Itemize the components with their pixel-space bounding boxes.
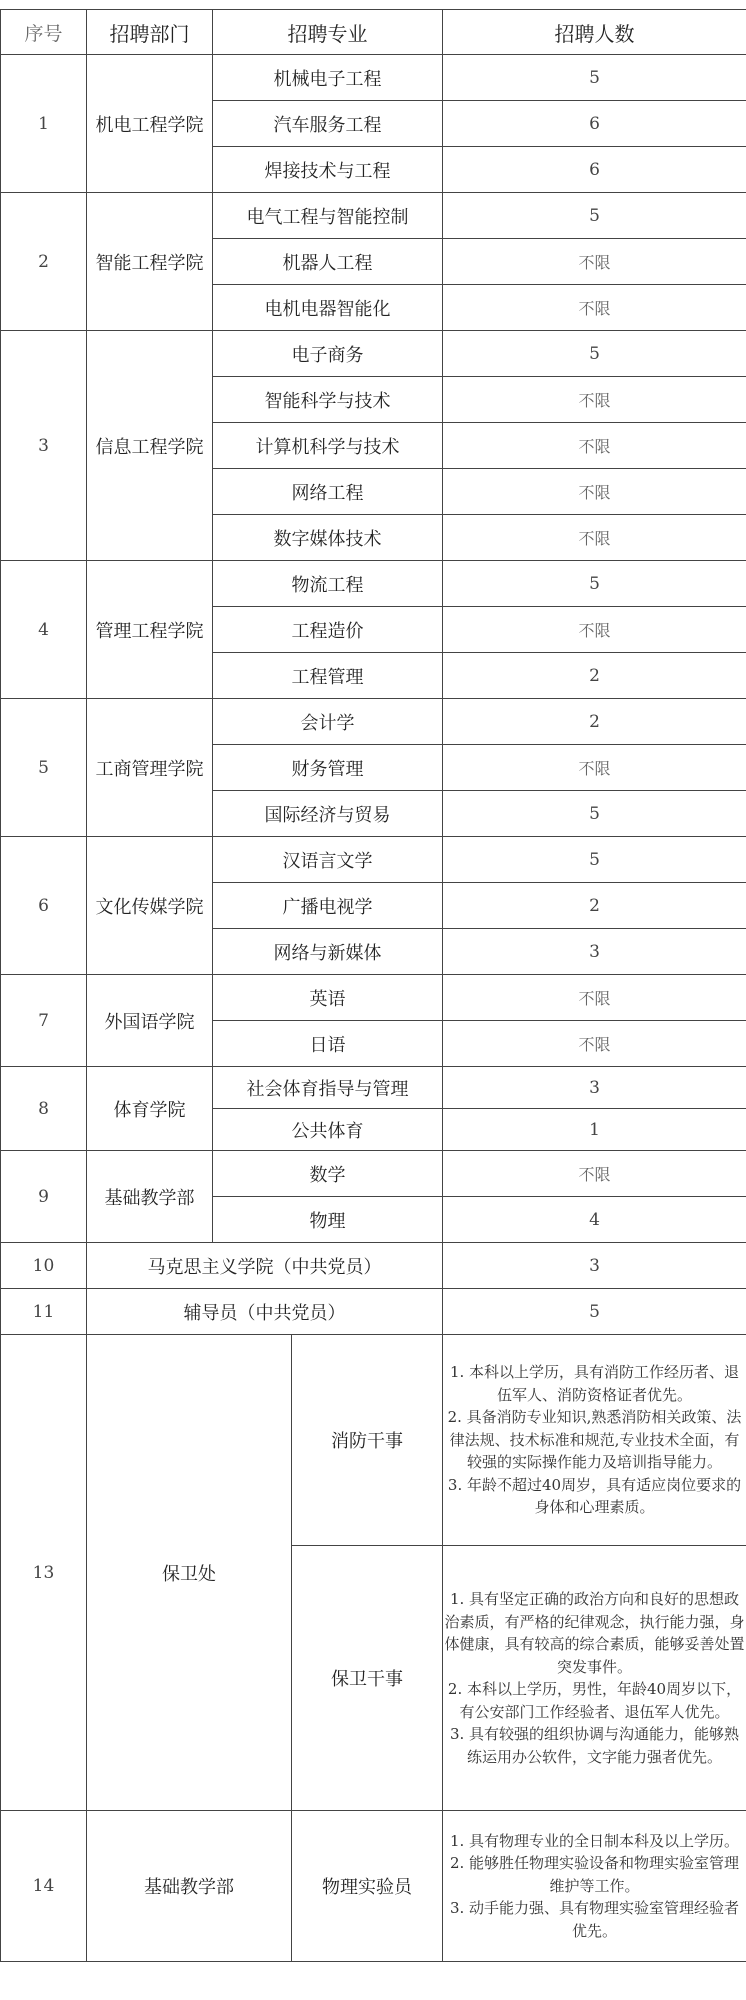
row-count: 5 <box>443 331 746 377</box>
row-major: 英语 <box>213 975 443 1021</box>
row-seq: 6 <box>1 837 87 975</box>
table-row <box>1 1335 746 1546</box>
row-count: 5 <box>443 1289 746 1335</box>
row-count: 不限 <box>443 469 746 515</box>
row-dept: 工商管理学院 <box>87 699 213 837</box>
table-row <box>1 1151 746 1197</box>
table-row <box>1 561 746 607</box>
table-row <box>1 1289 746 1335</box>
row-dept: 机电工程学院 <box>87 55 213 193</box>
requirement-item: 2. 本科以上学历，男性，年龄40周岁以下，有公安部门工作经验者、退伍军人优先。 <box>447 1680 742 1721</box>
row-major: 公共体育 <box>213 1109 443 1151</box>
row-dept: 保卫处 <box>87 1335 292 1811</box>
row-count: 不限 <box>443 239 746 285</box>
row-major: 日语 <box>213 1021 443 1067</box>
row-major: 电气工程与智能控制 <box>213 193 443 239</box>
row-major: 智能科学与技术 <box>213 377 443 423</box>
header-row <box>1 10 746 55</box>
row-count: 6 <box>443 101 746 147</box>
row-count: 3 <box>443 929 746 975</box>
requirement-item: 1. 具有物理专业的全日制本科及以上学历。 <box>449 1831 740 1850</box>
header-seq: 序号 <box>1 10 87 55</box>
row-major: 工程管理 <box>213 653 443 699</box>
row-major: 工程造价 <box>213 607 443 653</box>
row-seq: 10 <box>1 1243 87 1289</box>
row-dept: 基础教学部 <box>87 1151 213 1243</box>
row-count: 3 <box>443 1243 746 1289</box>
row-dept: 信息工程学院 <box>87 331 213 561</box>
row-seq: 3 <box>1 331 87 561</box>
row-major: 电子商务 <box>213 331 443 377</box>
row-major: 汉语言文学 <box>213 837 443 883</box>
requirement-item: 3. 具有较强的组织协调与沟通能力，能够熟练运用办公软件，文字能力强者优先。 <box>449 1725 740 1766</box>
row-major: 社会体育指导与管理 <box>213 1067 443 1109</box>
table-row <box>1 837 746 883</box>
row-count: 2 <box>443 883 746 929</box>
table-row <box>1 1243 746 1289</box>
row-seq: 2 <box>1 193 87 331</box>
table-row <box>1 975 746 1021</box>
row-major: 机器人工程 <box>213 239 443 285</box>
row-seq: 5 <box>1 699 87 837</box>
row-count: 4 <box>443 1197 746 1243</box>
row-major: 网络与新媒体 <box>213 929 443 975</box>
row-major: 财务管理 <box>213 745 443 791</box>
row-dept: 文化传媒学院 <box>87 837 213 975</box>
row-seq: 14 <box>1 1811 87 1962</box>
row-major: 网络工程 <box>213 469 443 515</box>
row-dept: 外国语学院 <box>87 975 213 1067</box>
row-seq: 8 <box>1 1067 87 1151</box>
row-count: 不限 <box>443 607 746 653</box>
table-row <box>1 331 746 377</box>
table-row <box>1 1811 746 1962</box>
table-row <box>1 699 746 745</box>
row-major: 数字媒体技术 <box>213 515 443 561</box>
row-major: 物理 <box>213 1197 443 1243</box>
row-dept: 智能工程学院 <box>87 193 213 331</box>
requirement-item: 3. 年龄不超过40周岁，具有适应岗位要求的身体和心理素质。 <box>447 1475 742 1517</box>
requirement-item: 3. 动手能力强、具有物理实验室管理经验者优先。 <box>449 1899 740 1940</box>
row-count: 3 <box>443 1067 746 1109</box>
row-major: 机械电子工程 <box>213 55 443 101</box>
header-count: 招聘人数 <box>443 10 746 55</box>
row-count: 2 <box>443 699 746 745</box>
row-count: 不限 <box>443 285 746 331</box>
position-name: 保卫干事 <box>292 1546 443 1811</box>
table-row <box>1 1067 746 1109</box>
row-major: 国际经济与贸易 <box>213 791 443 837</box>
row-count: 不限 <box>443 515 746 561</box>
row-dept: 辅导员（中共党员） <box>87 1289 443 1335</box>
row-dept: 马克思主义学院（中共党员） <box>87 1243 443 1289</box>
row-count: 5 <box>443 55 746 101</box>
requirement-item: 2. 具备消防专业知识,熟悉消防相关政策、法律法规、技术标准和规范,专业技术全面，有较强的实际操作能力及培训指导能力。 <box>447 1408 742 1472</box>
row-seq: 11 <box>1 1289 87 1335</box>
row-count: 不限 <box>443 975 746 1021</box>
position-requirements <box>443 1335 746 1546</box>
row-major: 电机电器智能化 <box>213 285 443 331</box>
row-major: 物流工程 <box>213 561 443 607</box>
header-major: 招聘专业 <box>213 10 443 55</box>
row-count: 1 <box>443 1109 746 1151</box>
row-dept: 体育学院 <box>87 1067 213 1151</box>
row-count: 不限 <box>443 745 746 791</box>
recruitment-table <box>0 9 746 1962</box>
row-dept: 管理工程学院 <box>87 561 213 699</box>
row-major: 数学 <box>213 1151 443 1197</box>
row-count: 2 <box>443 653 746 699</box>
row-major: 焊接技术与工程 <box>213 147 443 193</box>
position-name: 物理实验员 <box>292 1811 443 1962</box>
row-count: 5 <box>443 837 746 883</box>
requirement-item: 2. 能够胜任物理实验设备和物理实验室管理维护等工作。 <box>449 1854 740 1895</box>
row-major: 广播电视学 <box>213 883 443 929</box>
header-dept: 招聘部门 <box>87 10 213 55</box>
row-major: 汽车服务工程 <box>213 101 443 147</box>
row-count: 5 <box>443 561 746 607</box>
table-body <box>1 10 746 1962</box>
position-name: 消防干事 <box>292 1335 443 1546</box>
row-count: 5 <box>443 791 746 837</box>
row-major: 会计学 <box>213 699 443 745</box>
row-count: 不限 <box>443 1151 746 1197</box>
requirement-item: 1. 具有坚定正确的政治方向和良好的思想政治素质，有严格的纪律观念，执行能力强，身体健康，具有较高的综合素质，能够妥善处置突发事件。 <box>444 1590 745 1676</box>
row-count: 不限 <box>443 423 746 469</box>
row-count: 5 <box>443 193 746 239</box>
row-count: 不限 <box>443 1021 746 1067</box>
row-count: 6 <box>443 147 746 193</box>
row-dept: 基础教学部 <box>87 1811 292 1962</box>
row-major: 计算机科学与技术 <box>213 423 443 469</box>
row-seq: 13 <box>1 1335 87 1811</box>
table-row <box>1 55 746 101</box>
position-requirements <box>443 1811 746 1962</box>
row-seq: 1 <box>1 55 87 193</box>
row-seq: 7 <box>1 975 87 1067</box>
row-seq: 9 <box>1 1151 87 1243</box>
requirement-item: 1. 本科以上学历，具有消防工作经历者、退伍军人、消防资格证者优先。 <box>449 1363 740 1404</box>
row-seq: 4 <box>1 561 87 699</box>
row-count: 不限 <box>443 377 746 423</box>
table-row <box>1 193 746 239</box>
position-requirements <box>443 1546 746 1811</box>
